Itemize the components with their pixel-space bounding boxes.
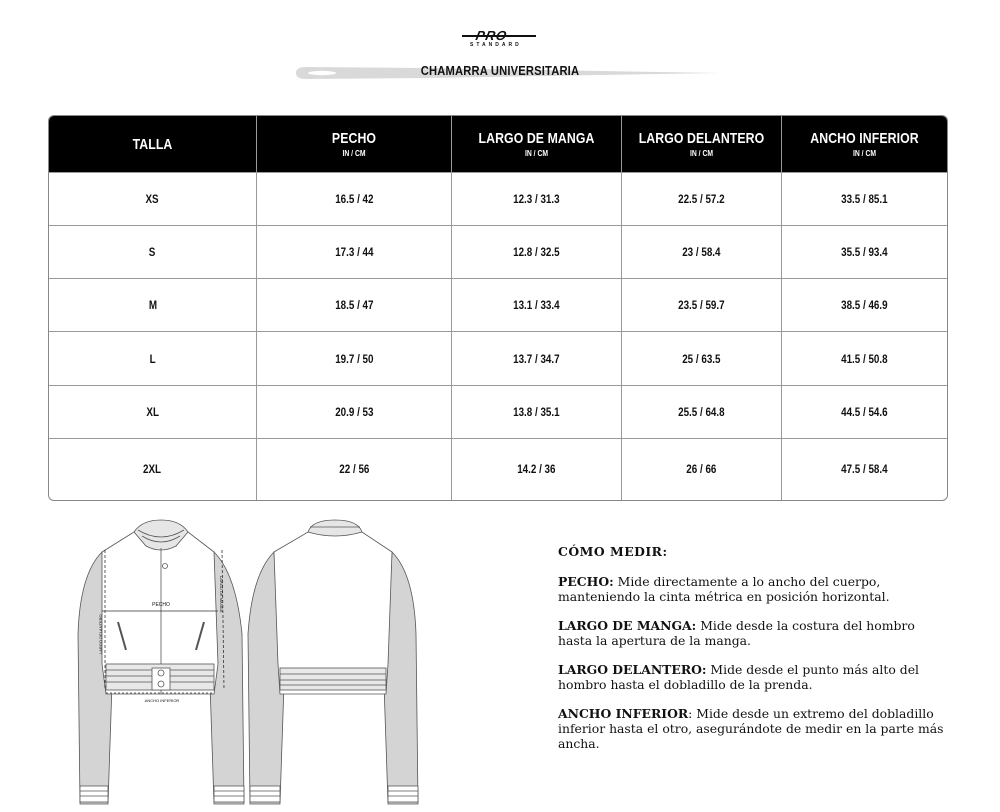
size-cell: M: [49, 278, 257, 331]
size-cell: XS: [49, 172, 257, 225]
front-length-cell: 25.5 / 64.8: [622, 385, 782, 438]
bottom-width-cell: 38.5 / 46.9: [782, 278, 947, 331]
column-header-pecho: PECHO IN / CM: [257, 116, 452, 172]
table-row: [49, 385, 947, 438]
instruction-item: [558, 574, 948, 604]
table-row: [49, 172, 947, 225]
table-row: [49, 278, 947, 331]
column-header-largo-manga: LARGO DE MANGA IN / CM: [452, 116, 622, 172]
instruction-term: LARGO DE MANGA:: [558, 618, 697, 633]
instruction-text: Mide directamente a lo ancho del cuerpo, manteniendo la cinta métrica en posición horizontal.: [558, 574, 890, 604]
page-title: CHAMARRA UNIVERSITARIA: [420, 63, 580, 78]
bottom-width-cell: 41.5 / 50.8: [782, 331, 947, 384]
chest-cell: 22 / 56: [257, 438, 452, 500]
front-length-cell: 26 / 66: [622, 438, 782, 500]
bottom-width-cell: 35.5 / 93.4: [782, 225, 947, 278]
table-row: [49, 331, 947, 384]
logo-text: PRO: [474, 28, 509, 43]
sleeve-cell: 13.8 / 35.1: [452, 385, 622, 438]
chest-label: PECHO: [152, 602, 170, 608]
table-row: [49, 438, 947, 500]
column-header-largo-delantero: LARGO DELANTERO IN / CM: [622, 116, 782, 172]
front-length-cell: 23 / 58.4: [622, 225, 782, 278]
front-length-cell: 25 / 63.5: [622, 331, 782, 384]
front-length-cell: 22.5 / 57.2: [622, 172, 782, 225]
column-header-talla: TALLA: [49, 116, 257, 172]
sleeve-cell: 12.3 / 31.3: [452, 172, 622, 225]
jacket-diagram: [72, 514, 432, 812]
table-header-row: [49, 116, 947, 172]
instruction-item: [558, 706, 948, 751]
instruction-item: [558, 618, 948, 648]
bottom-width-cell: 47.5 / 58.4: [782, 438, 947, 500]
table-row: [49, 225, 947, 278]
instruction-text: Mide desde la costura del hombro hasta la apertura de la manga.: [558, 618, 915, 648]
sleeve-cell: 12.8 / 32.5: [452, 225, 622, 278]
size-cell: 2XL: [49, 438, 257, 500]
instruction-text: Mide desde el punto más alto del hombro hasta el dobladillo de la prenda.: [558, 662, 919, 692]
instruction-term: ANCHO INFERIOR: [558, 706, 689, 721]
size-table: [48, 115, 948, 501]
front-length-cell: 23.5 / 59.7: [622, 278, 782, 331]
chest-cell: 19.7 / 50: [257, 331, 452, 384]
chest-cell: 20.9 / 53: [257, 385, 452, 438]
sleeve-cell: 13.1 / 33.4: [452, 278, 622, 331]
logo-subtext: STANDARD: [470, 42, 522, 48]
chest-cell: 18.5 / 47: [257, 278, 452, 331]
size-cell: S: [49, 225, 257, 278]
instructions-heading: CÓMO MEDIR:: [558, 544, 668, 559]
instruction-text: : Mide desde un extremo del dobladillo inferior hasta el otro, asegurándote de medir en la parte más ancha.: [558, 706, 944, 751]
instruction-term: LARGO DELANTERO:: [558, 662, 707, 677]
size-cell: XL: [49, 385, 257, 438]
sleeve-length-label: LARGO DE MANGA: [219, 576, 224, 613]
sleeve-cell: 14.2 / 36: [452, 438, 622, 500]
bottom-width-label: ANCHO INFERIOR: [144, 698, 180, 703]
chest-cell: 17.3 / 44: [257, 225, 452, 278]
column-header-ancho-inferior: ANCHO INFERIOR IN / CM: [782, 116, 947, 172]
bottom-width-cell: 33.5 / 85.1: [782, 172, 947, 225]
instruction-term: PECHO:: [558, 574, 614, 589]
size-cell: L: [49, 331, 257, 384]
instruction-item: [558, 662, 948, 692]
sleeve-cell: 13.7 / 34.7: [452, 331, 622, 384]
bottom-width-cell: 44.5 / 54.6: [782, 385, 947, 438]
front-length-label: LARGO DELANTERO: [98, 614, 103, 654]
chest-cell: 16.5 / 42: [257, 172, 452, 225]
brand-logo: [462, 28, 538, 52]
measurement-instructions: [558, 544, 948, 765]
